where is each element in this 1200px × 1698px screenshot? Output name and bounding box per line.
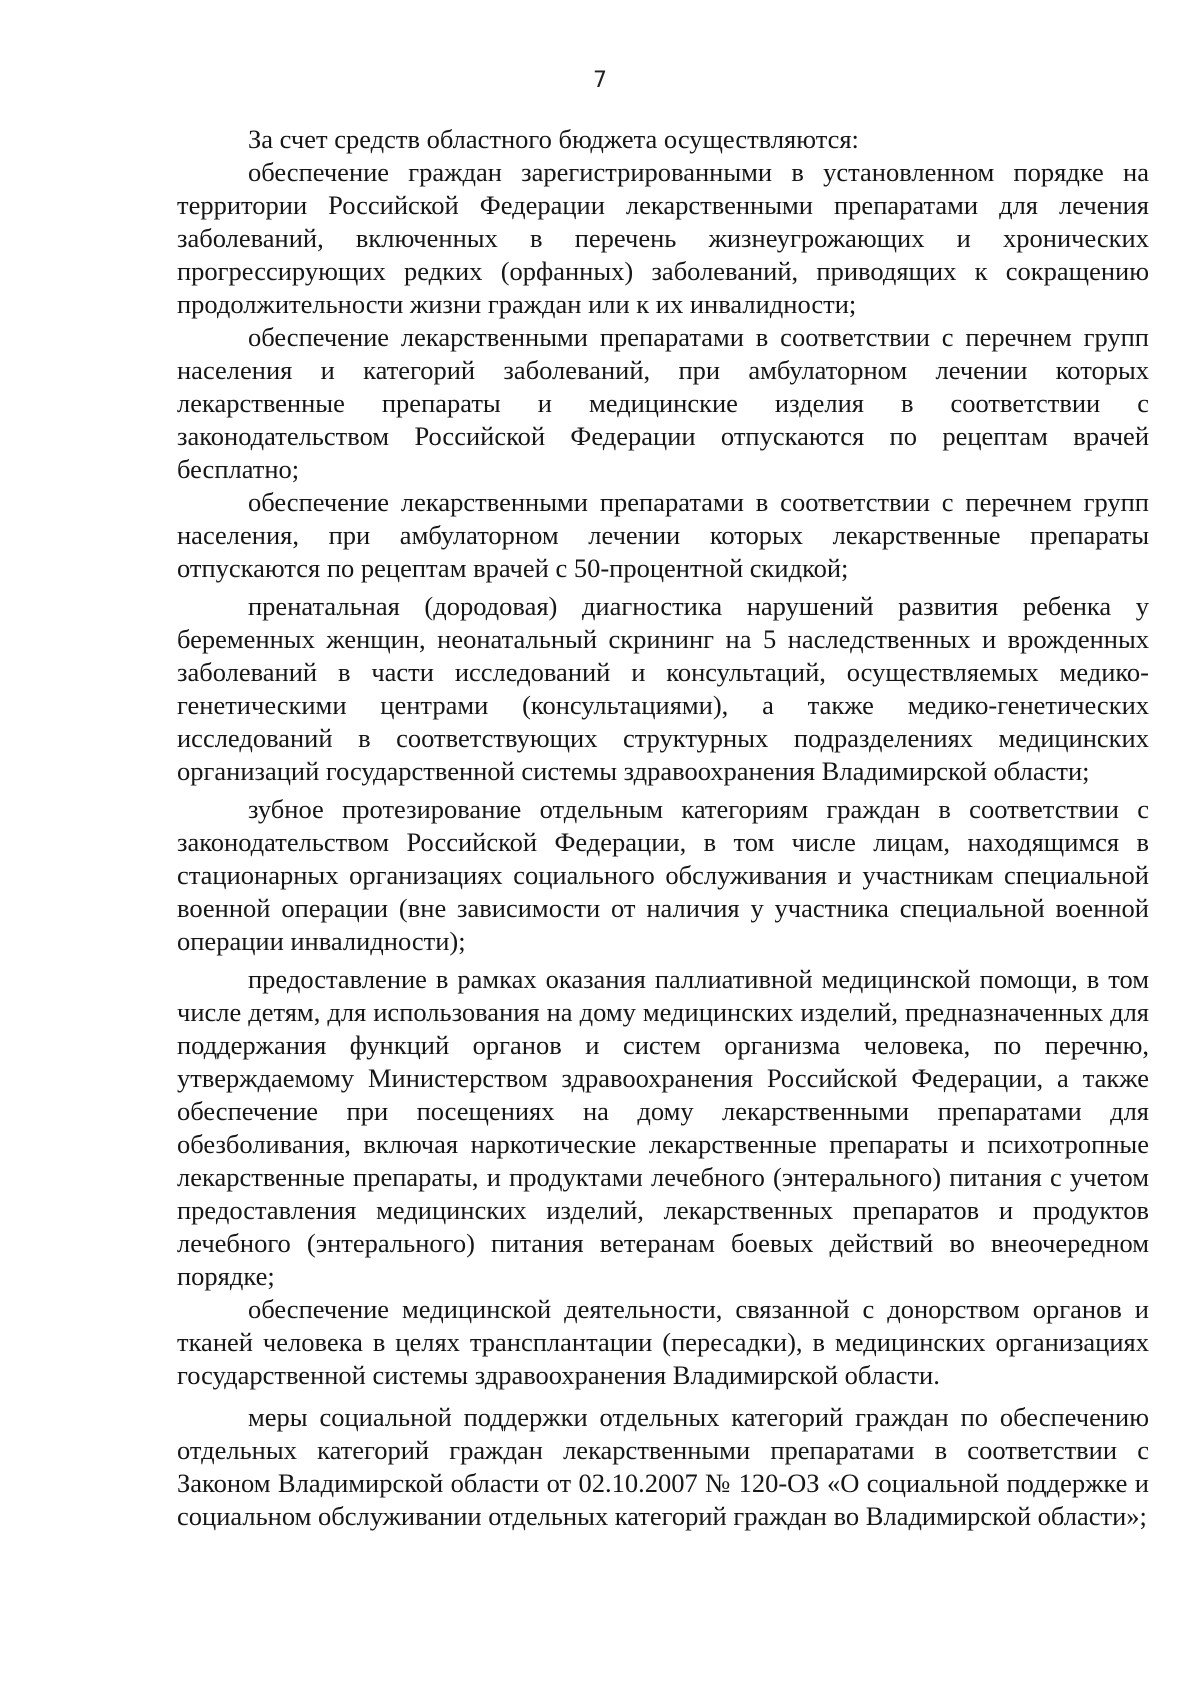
paragraph-dental-prosthetics: зубное протезирование отдельным категориям граждан в соответствии с законодательством Российской Федерации, в том числе лицам, находящимся в стационарных организациях социального обслуживания и участникам специальной военной операции (вне зависимости от наличия у участника специальной военной операции инвалидности); — [177, 794, 1149, 956]
paragraph-discount-prescriptions: обеспечение лекарственными препаратами в соответствии с перечнем групп населения, при амбулаторном лечении которых лекарственные препараты отпускаются по рецептам врачей с 50-процентной скидкой; — [177, 487, 1149, 583]
paragraph-prenatal-diagnostics: пренатальная (дородовая) диагностика нарушений развития ребенка у беременных женщин, неонатальный скрининг на 5 наследственных и врожденных заболеваний в части исследований и консультаций, осуществляемых медико-генетическими центрами (консультациями), а также медико-генетических исследований в соответствующих структурных подразделениях медицинских организаций государственной системы здравоохранения Владимирской области; — [177, 591, 1149, 786]
paragraph-intro: За счет средств областного бюджета осуществляются: — [248, 124, 859, 154]
document-body — [177, 123, 1149, 1533]
paragraph-social-support: меры социальной поддержки отдельных категорий граждан по обеспечению отдельных категорий граждан лекарственными препаратами в соответствии с Законом Владимирской области от 02.10.2007 № 120-ОЗ «О социальной поддержке и социальном обслуживании отдельных категорий граждан во Владимирской области»; — [177, 1402, 1149, 1531]
paragraph-organ-donation: обеспечение медицинской деятельности, связанной с донорством органов и тканей человека в целях трансплантации (пересадки), в медицинских организациях государственной системы здравоохранения Владимирской области. — [177, 1294, 1149, 1390]
paragraph-free-prescriptions: обеспечение лекарственными препаратами в соответствии с перечнем групп населения и категорий заболеваний, при амбулаторном лечении которых лекарственные препараты и медицинские изделия в соответствии с законодательством Российской Федерации отпускаются по рецептам врачей бесплатно; — [177, 322, 1149, 484]
paragraph-orphan-drugs: обеспечение граждан зарегистрированными в установленном порядке на территории Российской Федерации лекарственными препаратами для лечения заболеваний, включенных в перечень жизнеугрожающих и хронических прогрессирующих редких (орфанных) заболеваний, приводящих к сокращению продолжительности жизни граждан или к их инвалидности; — [177, 157, 1149, 319]
page-number: 7 — [593, 68, 607, 93]
paragraph-palliative-care: предоставление в рамках оказания паллиативной медицинской помощи, в том числе детям, для использования на дому медицинских изделий, предназначенных для поддержания функций органов и систем организма человека, по перечню, утверждаемому Министерством здравоохранения Российской Федерации, а также обеспечение при посещениях на дому лекарственными препаратами для обезболивания, включая наркотические лекарственные препараты и психотропные лекарственные препараты, и продуктами лечебного (энтерального) питания с учетом предоставления медицинских изделий, лекарственных препаратов и продуктов лечебного (энтерального) питания ветеранам боевых действий во внеочередном порядке; — [177, 964, 1149, 1291]
